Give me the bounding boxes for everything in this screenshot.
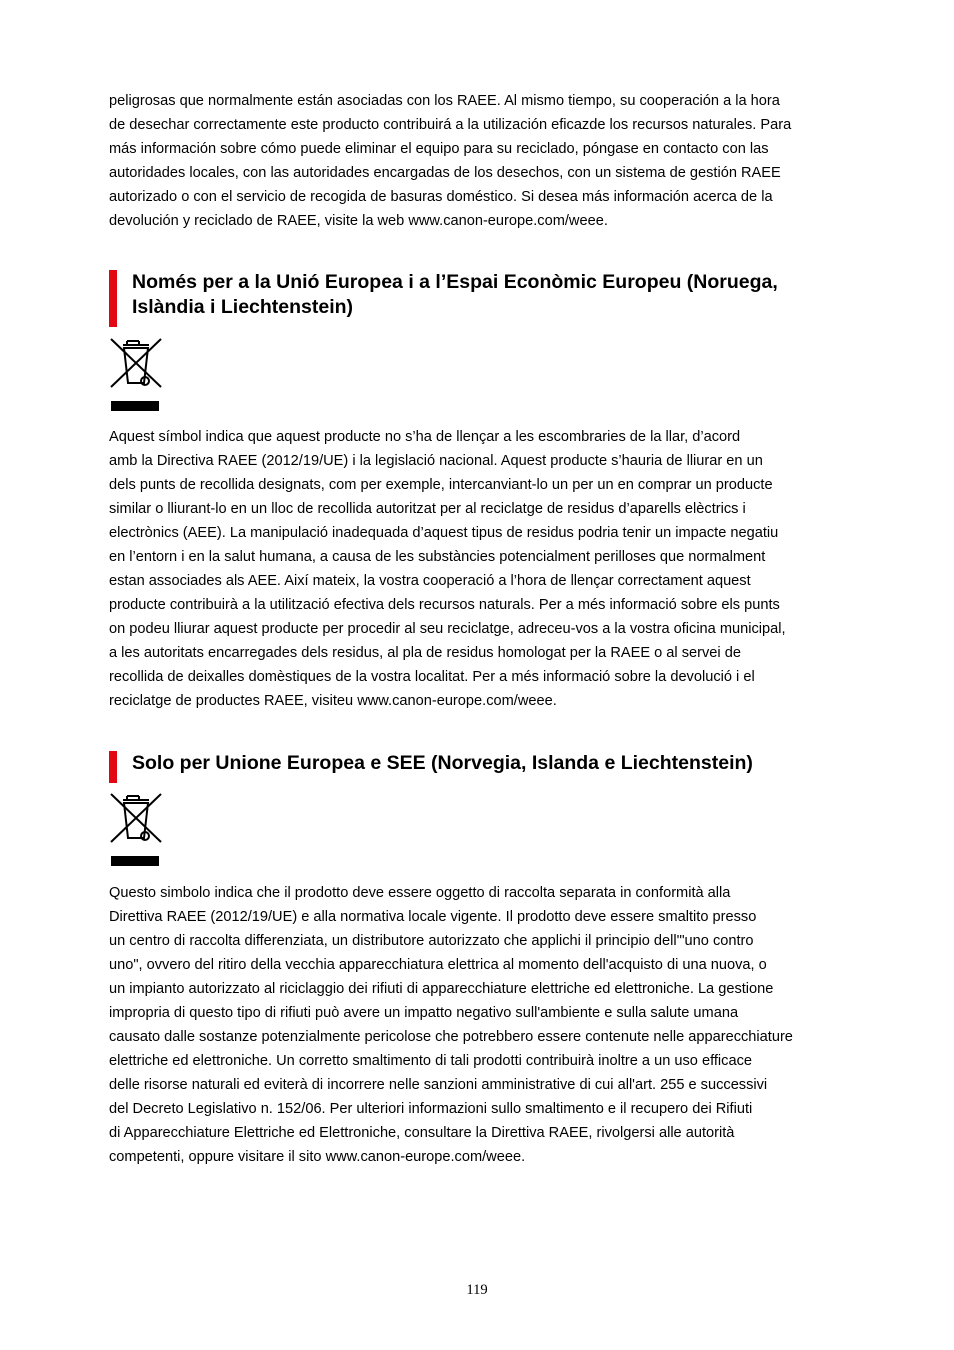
text-line: peligrosas que normalmente están asociadas con los RAEE. Al mismo tiempo, su cooperación a la hora <box>109 93 780 109</box>
text-line: uno", ovvero del ritiro della vecchia apparecchiatura elettrica al momento dell'acquisto di una nuova, o <box>109 957 767 973</box>
text-line: producte contribuirà a la utilització efectiva dels recursos naturals. Per a més informació sobre els punts <box>109 597 780 613</box>
text-line: Aquest símbol indica que aquest producte no s’ha de llençar a les escombraries de la llar, d’acord <box>109 429 741 445</box>
text-line: Direttiva RAEE (2012/19/UE) e alla normativa locale vigente. Il prodotto deve essere smaltito presso <box>109 909 757 925</box>
text-line: más información sobre cómo puede eliminar el equipo para su reciclado, póngase en contacto con las <box>109 141 769 157</box>
page-number: 119 <box>466 1282 488 1298</box>
text-line: similar o lliurant-lo en un lloc de recollida autoritzat per al reciclatge de residus d’aparells elèctrics i <box>109 501 746 517</box>
text-line: de desechar correctamente este producto contribuirá a la utilización eficazde los recursos naturales. Para <box>109 117 792 133</box>
text-line: competenti, oppure visitare il sito www.canon-europe.com/weee. <box>109 1149 526 1165</box>
text-line: del Decreto Legislativo n. 152/06. Per ulteriori informazioni sullo smaltimento e il recupero dei Rifiuti <box>109 1101 753 1117</box>
heading-accent-bar <box>109 751 117 783</box>
title-line: Islàndia i Liechtenstein) <box>132 296 354 318</box>
crossed-out-wheelie-bin-icon <box>109 337 163 413</box>
text-line: Questo simbolo indica che il prodotto deve essere oggetto di raccolta separata in conformità alla <box>109 885 731 901</box>
text-line: electrònics (AEE). La manipulació inadequada d’aquest tipus de residus podria tenir un impacte negatiu <box>109 525 779 541</box>
title-line: Només per a la Unió Europea i a l’Espai Econòmic Europeu (Noruega, <box>132 271 778 293</box>
section-heading-catalan <box>109 270 849 320</box>
title-line: Solo per Unione Europea e SEE (Norvegia, Islanda e Liechtenstein) <box>132 752 753 774</box>
heading-accent-bar <box>109 270 117 327</box>
text-line: devolución y reciclado de RAEE, visite la web www.canon-europe.com/weee. <box>109 213 608 229</box>
text-line: causato dalle sostanze potenzialmente pericolose che potrebbero essere contenute nelle apparecchiature <box>109 1029 793 1045</box>
text-line: recollida de deixalles domèstiques de la vostra localitat. Per a més informació sobre la devolució i el <box>109 669 755 685</box>
text-line: elettriche ed elettroniche. Un corretto smaltimento di tali prodotti contribuirà inoltre a un uso efficace <box>109 1053 753 1069</box>
text-line: dels punts de recollida designats, com per exemple, intercanviant-lo un per un en comprar un producte <box>109 477 773 493</box>
text-line: en l’entorn i en la salut humana, a causa de les substàncies potencialment perilloses que normalment <box>109 549 766 565</box>
section-title <box>109 751 849 776</box>
section-body-catalan <box>109 425 786 713</box>
text-line: estan associades als AEE. Així mateix, la vostra cooperació a l’hora de llençar correctament aquest <box>109 573 751 589</box>
intro-paragraph <box>109 89 791 233</box>
text-line: autorizado o con el servicio de recogida de basuras doméstico. Si desea más información acerca de la <box>109 189 773 205</box>
text-line: delle risorse naturali ed eviterà di incorrere nelle sanzioni amministrative di cui all'art. 255 e successivi <box>109 1077 768 1093</box>
text-line: di Apparecchiature Elettriche ed Elettroniche, consultare la Direttiva RAEE, rivolgersi alle autorità <box>109 1125 735 1141</box>
text-line: on podeu lliurar aquest producte per procedir al seu reciclatge, adreceu-vos a la vostra oficina municipal, <box>109 621 786 637</box>
text-line: reciclatge de productes RAEE, visiteu www.canon-europe.com/weee. <box>109 693 557 709</box>
text-line: amb la Directiva RAEE (2012/19/UE) i la legislació nacional. Aquest producte s’hauria de lliurar en un <box>109 453 763 469</box>
text-line: un impianto autorizzato al riciclaggio dei rifiuti di apparecchiature elettriche ed elettroniche. La gestione <box>109 981 774 997</box>
text-line: autoridades locales, con las autoridades encargadas de los desechos, con un sistema de gestión RAEE <box>109 165 781 181</box>
text-line: impropria di questo tipo di rifiuti può avere un impatto negativo sull'ambiente e sulla salute umana <box>109 1005 739 1021</box>
section-heading-italian <box>109 751 849 776</box>
text-line: un centro di raccolta differenziata, un distributore autorizzato che applichi il principio dell'"uno contro <box>109 933 754 949</box>
text-line: a les autoritats encarregades dels residus, al pla de residus homologat per la RAEE o al servei de <box>109 645 741 661</box>
section-title <box>109 270 849 320</box>
crossed-out-wheelie-bin-icon <box>109 792 163 868</box>
section-body-italian <box>109 881 793 1169</box>
